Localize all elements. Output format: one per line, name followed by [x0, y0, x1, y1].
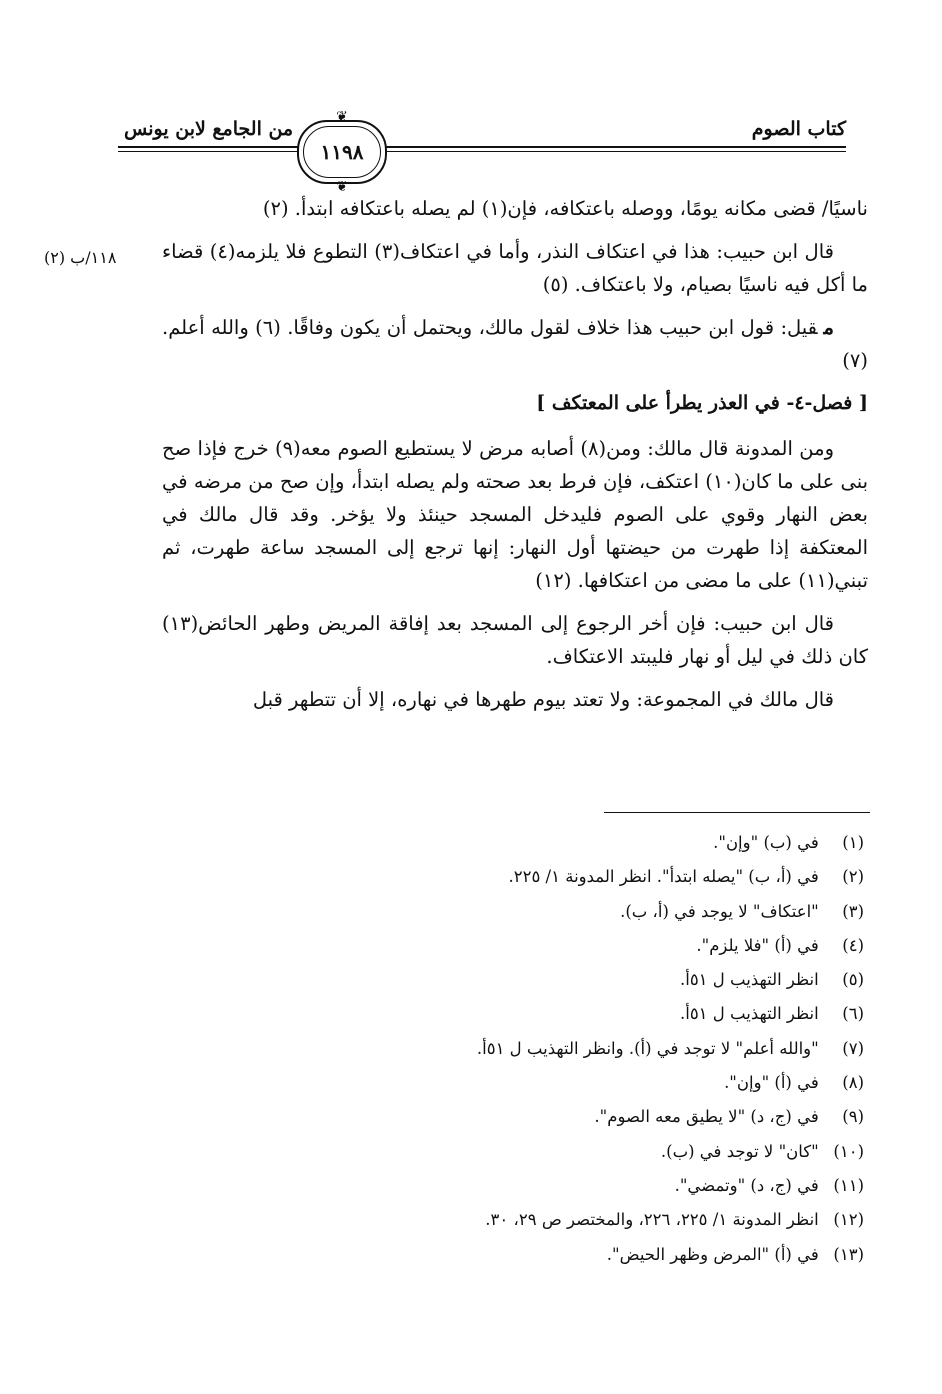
ornament-top-icon: ❦: [336, 109, 348, 125]
paragraph-4: [162, 432, 868, 597]
footnote-text: "اعتكاف" لا يوجد في (أ، ب).: [620, 901, 819, 921]
footnote-text: في (أ، ب) "يصله ابتدأ". انظر المدونة ١/ ٢٢٥.: [508, 867, 819, 887]
footnote: [160, 826, 864, 860]
footnote: [160, 1203, 864, 1237]
footnote-text: في (أ) "فلا يلزم".: [696, 935, 819, 955]
main-text: [162, 192, 868, 726]
paragraph-6: [162, 683, 868, 716]
footnote: [160, 1169, 864, 1203]
footnote-text: "والله أعلم" لا توجد في (أ). وانظر التهذيب ل ٥١أ.: [476, 1038, 819, 1058]
footnote-number: (٣): [842, 901, 864, 921]
footnote: [160, 1238, 864, 1272]
footnote-text: انظر المدونة ١/ ٢٢٥، ٢٢٦، والمختصر ص ٢٩، ٣٠.: [485, 1210, 819, 1230]
footnote: [160, 860, 864, 894]
footnote: [160, 1032, 864, 1066]
footnote-number: (٥): [842, 970, 864, 990]
footnote-text: انظر التهذيب ل ٥١أ.: [679, 970, 819, 990]
footnote-number: (٤): [842, 935, 864, 955]
footnote-text: في (ج، د) "وتمضي".: [674, 1175, 819, 1195]
footnote: [160, 929, 864, 963]
paragraph-marker: م: [823, 316, 834, 339]
running-head-book-title: كتاب الصوم: [751, 118, 846, 140]
footnote-number: (١٣): [833, 1244, 864, 1264]
paragraph-1: [162, 192, 868, 225]
footnote-number: (٢): [842, 867, 864, 887]
footnote: [160, 997, 864, 1031]
footnote: [160, 895, 864, 929]
paragraph-5: [162, 607, 868, 673]
page-number: ١١٩٨: [320, 140, 364, 164]
footnotes: [160, 826, 864, 1272]
paragraph-text: قال مالك في المجموعة: ولا تعتد بيوم طهرها في نهاره، إلا أن تتطهر قبل: [252, 688, 834, 711]
paragraph-2: [162, 235, 868, 301]
footnote-number: (٩): [842, 1107, 864, 1127]
footnote: [160, 1100, 864, 1134]
paragraph-text: ومن المدونة قال مالك: ومن(٨) أصابه مرض لا يستطيع الصوم معه(٩) خرج فإذا صح بنى على ما كان(١٠) اعتكف، فإن فرط بعد صحته ولم يصله ابتدأ، وإن صح من مرضه في بعض النهار وقوي على الصوم فليدخل المسجد حينئذ ولا يؤخر. وقد قال مالك في المعتكفة إذا طهرت من حيضتها أول النهار: إنها ترجع إلى المسجد ساعة طهرت، ثم تبني(١١) على ما مضى من اعتكافها. (١٢): [162, 437, 869, 592]
paragraph-text: قال ابن حبيب: فإن أخر الرجوع إلى المسجد بعد إفاقة المريض وطهر الحائض(١٣) كان ذلك في ليل أو نهار فليبتد الاعتكاف.: [162, 612, 868, 668]
footnote-text: في (ج، د) "لا يطيق معه الصوم".: [594, 1107, 819, 1127]
footnote: [160, 963, 864, 997]
paragraph-text: ناسيًا/ قضى مكانه يومًا، ووصله باعتكافه، فإن(١) لم يصله باعتكافه ابتدأ. (٢): [262, 197, 868, 220]
footnote-separator: [604, 812, 870, 813]
manuscript-folio-note: ١١٨/ب (٢): [44, 248, 117, 267]
header-rule-thick: [118, 146, 846, 148]
footnote-number: (١٠): [833, 1141, 864, 1161]
footnote-text: انظر التهذيب ل ٥١أ.: [679, 1004, 819, 1024]
footnote-number: (٧): [842, 1038, 864, 1058]
footnote-number: (٨): [842, 1073, 864, 1093]
ornament-bottom-icon: ❦: [336, 179, 348, 195]
footnote-number: (١٢): [833, 1210, 864, 1230]
footnote-number: (١١): [833, 1175, 864, 1195]
paragraph-text: قيل: قول ابن حبيب هذا خلاف لقول مالك، ويحتمل أن يكون وفاقًا. (٦) والله أعلم. (٧): [162, 316, 868, 372]
paragraph-3: [162, 311, 868, 377]
section-heading: [ فصل-٤- في العذر يطرأ على المعتكف ]: [536, 392, 868, 414]
footnote-number: (١): [842, 833, 864, 852]
running-head-work-title: من الجامع لابن يونس: [124, 118, 294, 140]
header-rule-thin: [118, 151, 846, 152]
footnote-text: "كان" لا توجد في (ب).: [660, 1141, 819, 1161]
footnote-text: في (ب) "وإن".: [713, 833, 819, 852]
footnote-text: في (أ) "المرض وظهر الحيض".: [606, 1244, 819, 1264]
footnote: [160, 1066, 864, 1100]
footnote-text: في (أ) "وإن".: [724, 1073, 819, 1093]
paragraph-text: قال ابن حبيب: هذا في اعتكاف النذر، وأما في اعتكاف(٣) التطوع فلا يلزمه(٤) قضاء ما أكل فيه ناسيًا بصيام، ولا باعتكاف. (٥): [162, 240, 868, 296]
footnote-number: (٦): [842, 1004, 864, 1024]
footnote: [160, 1135, 864, 1169]
page-number-medallion: [297, 109, 387, 195]
